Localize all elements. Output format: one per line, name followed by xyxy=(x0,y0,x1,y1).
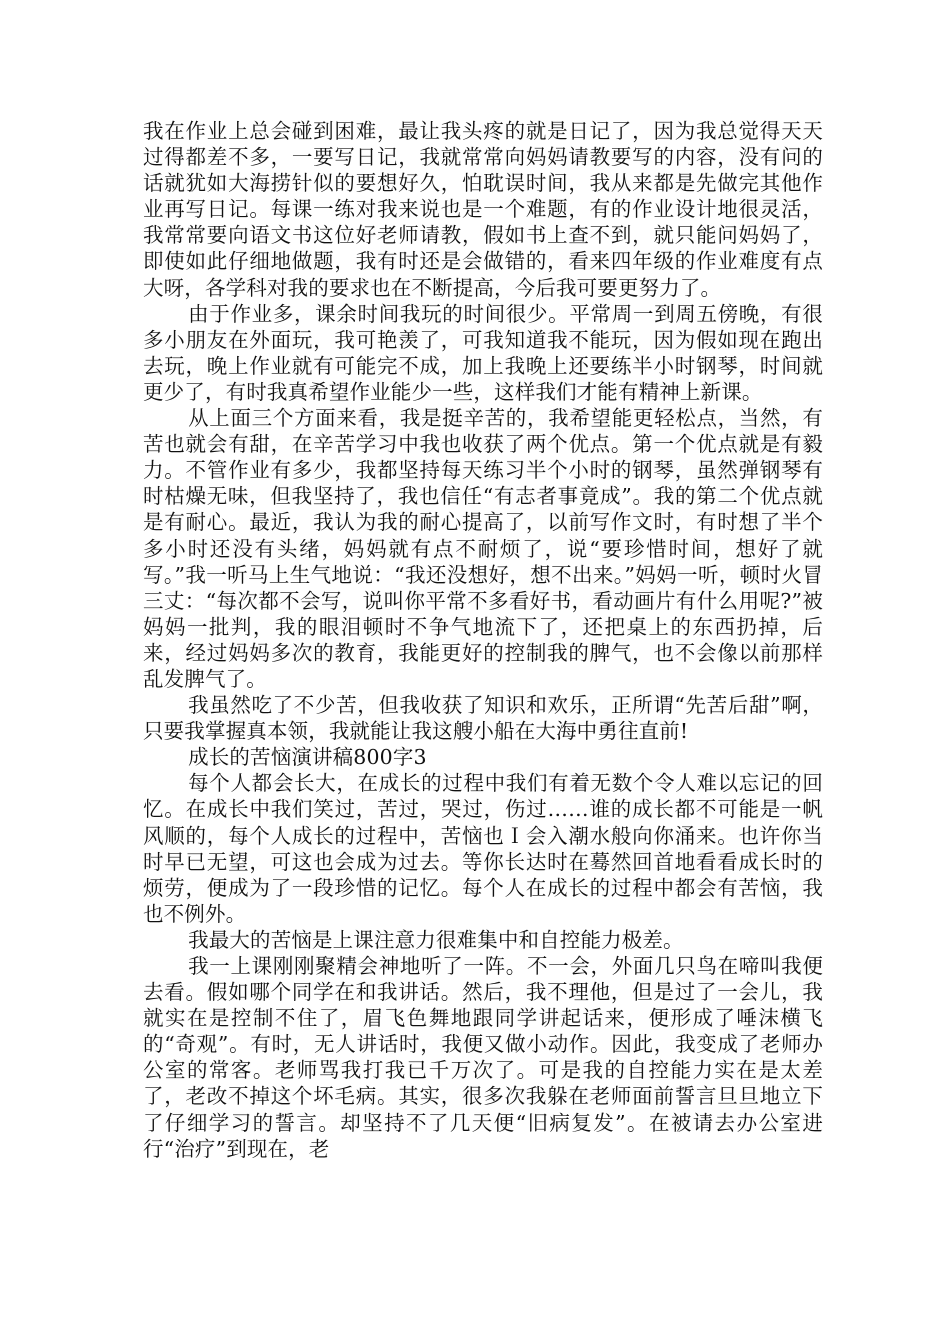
paragraph-homework-diary: 我在作业上总会碰到困难，最让我头疼的就是日记了，因为我总觉得天天过得都差不多，一要写日记，我就常常向妈妈请教要写的内容，没有问的话就犹如大海捞针似的要想好久，怕耽误时间，我从来都是先做完其他作业再写日记。每课一练对我来说也是一个难题，有的作业设计地很灵活，我常常要向语文书这位好老师请教，假如书上查不到，就只能问妈妈了，即使如此仔细地做题，我有时还是会做错的，看来四年级的作业难度有点大呀，各学科对我的要求也在不断提高，今后我可要更努力了。 xyxy=(143,119,823,300)
paragraph-two-strengths: 从上面三个方面来看，我是挺辛苦的，我希望能更轻松点，当然，有苦也就会有甜，在辛苦学习中我也收获了两个优点。第一个优点就是有毅力。不管作业有多少，我都坚持每天练习半个小时的钢琴，虽然弹钢琴有时枯燥无味，但我坚持了，我也信任“有志者事竟成”。我的第二个优点就是有耐心。最近，我认为我的耐心提高了，以前写作文时，有时想了半个多小时还没有头绪，妈妈就有点不耐烦了，说“要珍惜时间，想好了就写。”我一听马上生气地说：“我还没想好，想不出来。”妈妈一听，顿时火冒三丈：“每次都不会写，说叫你平常不多看好书，看动画片有什么用呢?”被妈妈一批判，我的眼泪顿时不争气地流下了，还把桌上的东西扔掉，后来，经过妈妈多次的教育，我能更好的控制我的脾气，也不会像以前那样乱发脾气了。 xyxy=(143,406,823,691)
paragraph-free-time: 由于作业多，课余时间我玩的时间很少。平常周一到周五傍晚，有很多小朋友在外面玩，我可艳羡了，可我知道我不能玩，因为假如现在跑出去玩，晚上作业就有可能完不成，加上我晚上还要练半小时钢琴，时间就更少了，有时我真希望作业能少一些，这样我们才能有精神上新课。 xyxy=(143,301,823,404)
paragraph-class-distraction: 我一上课刚刚聚精会神地听了一阵。不一会，外面几只鸟在啼叫我便去看。假如哪个同学在和我讲话。然后，我不理他，但是过了一会儿，我就实在是控制不住了，眉飞色舞地跟同学讲起话来，便形成了唾沫横飞的“奇观”。有时，无人讲话时，我便又做小动作。因此，我变成了老师办公室的常客。老师骂我打我已千万次了。可是我的自控能力实在是太差了，老改不掉这个坏毛病。其实，很多次我躲在老师面前誓言旦旦地立下了仔细学习的誓言。却坚持不了几天便“旧病复发”。在被请去办公室进行“治疗”到现在，老 xyxy=(143,954,823,1161)
document-page xyxy=(143,118,823,1162)
section-heading: 成长的苦恼演讲稿800字3 xyxy=(188,745,427,770)
paragraph-conclusion: 我虽然吃了不少苦，但我收获了知识和欢乐，正所谓“先苦后甜”啊，只要我掌握真本领，我就能让我这艘小船在大海中勇往直前! xyxy=(143,693,823,744)
paragraph-biggest-worry: 我最大的苦恼是上课注意力很难集中和自控能力极差。 xyxy=(188,927,684,952)
paragraph-growing-up: 每个人都会长大，在成长的过程中我们有着无数个令人难以忘记的回忆。在成长中我们笑过，苦过，哭过，伤过……谁的成长都不可能是一帆风顺的，每个人成长的过程中，苦恼也Ｉ会入潮水般向你涌来。也许你当时早已无望，可这也会成为过去。等你长达时在蓦然回首地看看成长时的烦劳，便成为了一段珍惜的记忆。每个人在成长的过程中都会有苦恼，我也不例外。 xyxy=(143,771,823,926)
